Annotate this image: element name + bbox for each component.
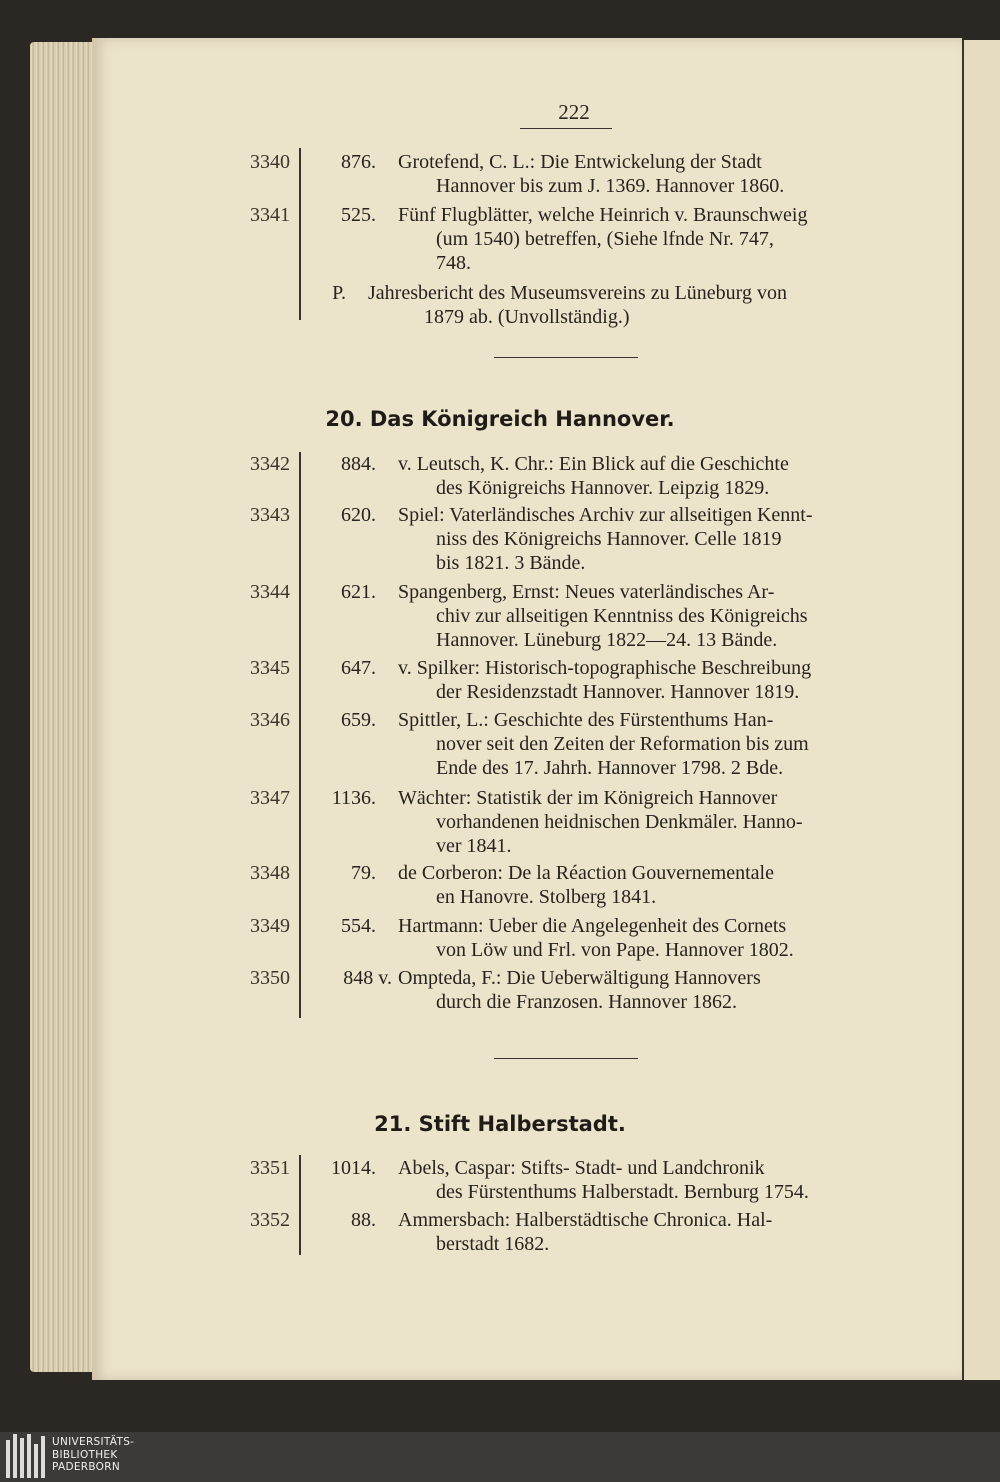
section-title-21: 21. Stift Halberstadt. <box>374 1112 626 1136</box>
entry-line: v. Spilker: Historisch-topographische Beschreibung <box>398 657 812 679</box>
entry-number: 3340 <box>250 151 290 173</box>
entry-line: von Löw und Frl. von Pape. Hannover 1802. <box>436 939 794 961</box>
column-rule-20 <box>299 452 301 1018</box>
entry-text <box>398 580 894 652</box>
entry-line: Ammersbach: Halberstädtische Chronica. Hal- <box>398 1209 773 1231</box>
section-divider <box>494 357 638 358</box>
entry-line: Ompteda, F.: Die Ueberwältigung Hannovers <box>398 967 761 989</box>
page-number: 222 <box>558 100 590 124</box>
entry-reference: 884. <box>341 453 376 475</box>
entry-text <box>398 503 894 575</box>
entry-line: Spiel: Vaterländisches Archiv zur allseitigen Kennt- <box>398 504 813 526</box>
library-name-line: BIBLIOTHEK <box>52 1448 118 1461</box>
library-footer <box>0 1432 1000 1482</box>
entry-text <box>398 150 894 198</box>
entry-reference: 659. <box>341 709 376 731</box>
entry-line: Hannover. Lüneburg 1822—24. 13 Bände. <box>436 629 778 651</box>
entry-number: 3345 <box>250 657 290 679</box>
entry-text <box>398 1208 894 1256</box>
entry-line: Wächter: Statistik der im Königreich Hannover <box>398 787 778 809</box>
entry-reference: 1136. <box>331 787 376 809</box>
section-divider <box>494 1058 638 1059</box>
entry-text <box>368 281 894 329</box>
entry-line: 1879 ab. (Unvollständig.) <box>424 306 630 328</box>
entry-line: bis 1821. 3 Bände. <box>436 552 586 574</box>
library-name-line: PADERBORN <box>52 1461 120 1473</box>
entry-text <box>398 1156 894 1204</box>
entry-number: 3347 <box>250 787 290 809</box>
entry-line: des Fürstenthums Halberstadt. Bernburg 1754. <box>436 1181 809 1203</box>
entry-line: Fünf Flugblätter, welche Heinrich v. Braunschweig <box>398 204 808 226</box>
entry-text <box>398 656 894 704</box>
entry-line: des Königreichs Hannover. Leipzig 1829. <box>436 477 770 499</box>
entry-number: 3343 <box>250 504 290 526</box>
entry-reference: 88. <box>351 1209 376 1231</box>
entry-text <box>398 452 894 500</box>
entry-line: v. Leutsch, K. Chr.: Ein Blick auf die Geschichte <box>398 453 789 475</box>
entry-line: Jahresbericht des Museumsvereins zu Lüneburg von <box>368 282 787 304</box>
entry-line: Hartmann: Ueber die Angelegenheit des Cornets <box>398 915 787 937</box>
library-logo-icon <box>6 1434 46 1478</box>
entry-text <box>398 966 894 1014</box>
next-page-edge <box>962 40 1000 1380</box>
entry-reference: 848 v. <box>343 967 392 989</box>
entry-line: en Hanovre. Stolberg 1841. <box>436 886 657 908</box>
entry-number: 3348 <box>250 862 290 884</box>
page-number-rule <box>520 128 612 129</box>
entry-number: 3346 <box>250 709 290 731</box>
entry-line: 748. <box>436 252 471 274</box>
entry-reference: P. <box>332 282 346 304</box>
library-name <box>52 1436 134 1474</box>
library-name-line: UNIVERSITÄTS- <box>52 1436 135 1448</box>
entry-text <box>398 914 894 962</box>
entry-line: nover seit den Zeiten der Reformation bis zum <box>436 733 809 755</box>
entry-reference: 1014. <box>331 1157 376 1179</box>
entry-reference: 554. <box>341 915 376 937</box>
entry-text <box>398 708 894 780</box>
entry-number: 3341 <box>250 204 290 226</box>
entry-reference: 876. <box>341 151 376 173</box>
entry-line: Ende des 17. Jahrh. Hannover 1798. 2 Bde. <box>436 757 784 779</box>
entry-reference: 525. <box>341 204 376 226</box>
column-rule-21 <box>299 1155 301 1255</box>
entry-number: 3351 <box>250 1157 290 1179</box>
section-title-20: 20. Das Königreich Hannover. <box>325 407 675 431</box>
entry-reference: 79. <box>351 862 376 884</box>
entry-number: 3344 <box>250 581 290 603</box>
entry-line: Spangenberg, Ernst: Neues vaterländisches Ar- <box>398 581 775 603</box>
entry-line: de Corberon: De la Réaction Gouvernementale <box>398 862 774 884</box>
entry-number: 3342 <box>250 453 290 475</box>
entry-line: vorhandenen heidnischen Denkmäler. Hanno- <box>436 811 803 833</box>
entry-line: Spittler, L.: Geschichte des Fürstenthums Han- <box>398 709 774 731</box>
entry-line: Grotefend, C. L.: Die Entwickelung der Stadt <box>398 151 762 173</box>
entry-number: 3350 <box>250 967 290 989</box>
entry-line: durch die Franzosen. Hannover 1862. <box>436 991 738 1013</box>
entry-line: Abels, Caspar: Stifts- Stadt- und Landchronik <box>398 1157 765 1179</box>
entry-line: ver 1841. <box>436 835 512 857</box>
entry-line: niss des Königreichs Hannover. Celle 1819 <box>436 528 782 550</box>
entry-line: berstadt 1682. <box>436 1233 550 1255</box>
entry-line: Hannover bis zum J. 1369. Hannover 1860. <box>436 175 785 197</box>
entry-line: chiv zur allseitigen Kenntniss des Königreichs <box>436 605 808 627</box>
entry-number: 3349 <box>250 915 290 937</box>
entry-reference: 647. <box>341 657 376 679</box>
entry-text <box>398 203 894 275</box>
entry-text <box>398 861 894 909</box>
entry-text <box>398 786 894 858</box>
entry-line: der Residenzstadt Hannover. Hannover 1819. <box>436 681 800 703</box>
entry-reference: 621. <box>341 581 376 603</box>
entry-reference: 620. <box>341 504 376 526</box>
entry-number: 3352 <box>250 1209 290 1231</box>
entry-line: (um 1540) betreffen, (Siehe lfnde Nr. 747, <box>436 228 774 250</box>
